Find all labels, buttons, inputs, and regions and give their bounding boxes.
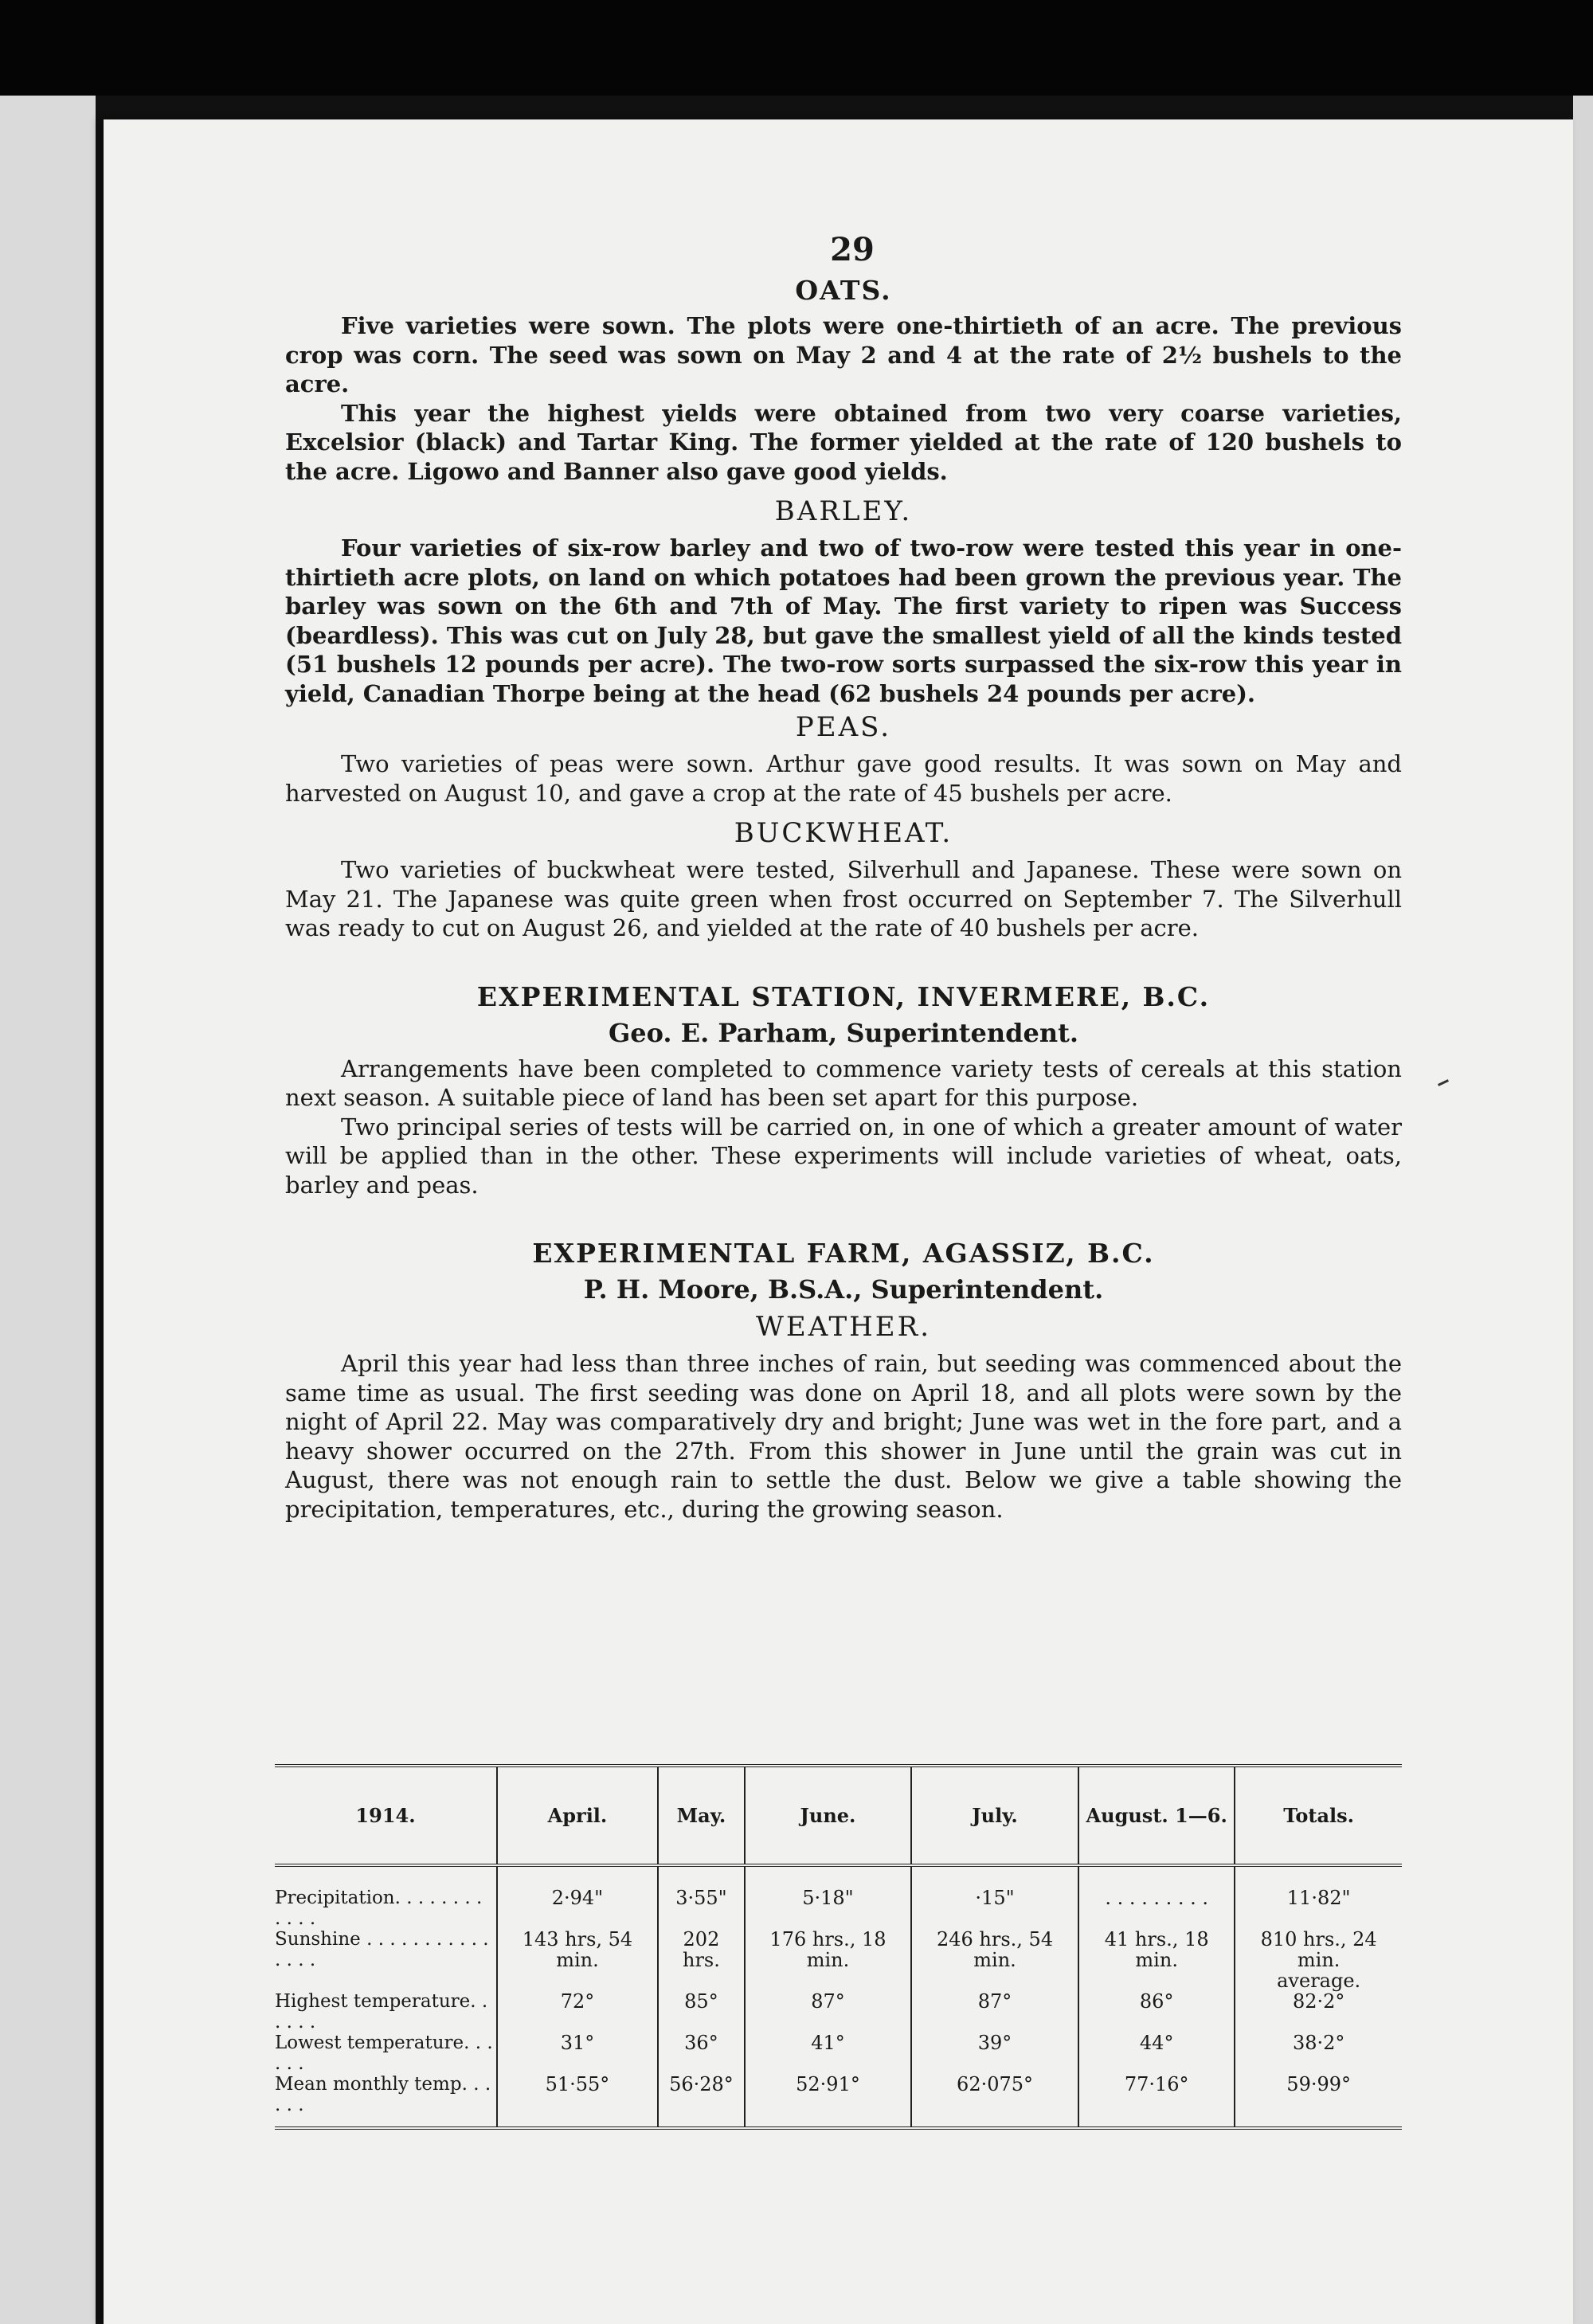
agassiz-heading: EXPERIMENTAL FARM, AGASSIZ, B.C. <box>532 1238 1155 1269</box>
table-cell: 36° <box>658 2033 745 2074</box>
row-label: Sunshine . . . . . . . . . . . . . . . <box>275 1929 489 1970</box>
table-cell: 87° <box>911 1991 1078 2033</box>
invermere-paragraph-1: Arrangements have been completed to commence variety tests of cereals at this station next season. A suitable piece of land has been set apart for this purpose. <box>285 1054 1402 1111</box>
table-cell: 176 hrs., 18 min. <box>745 1929 911 1970</box>
row-label: Lowest temperature. . . . . . <box>275 2033 493 2074</box>
table-row <box>275 1991 1402 2033</box>
table-header-april: April. <box>497 1766 658 1865</box>
row-label: Highest temperature. . . . . . <box>275 1991 488 2033</box>
invermere-heading: EXPERIMENTAL STATION, INVERMERE, B.C. <box>476 980 1211 1012</box>
page-content <box>285 275 1402 1524</box>
table-cell <box>1078 1970 1235 1991</box>
table-cell: 85° <box>658 1991 745 2033</box>
table-cell: 202 hrs. <box>658 1929 745 1970</box>
table-cell: 41 hrs., 18 min. <box>1078 1929 1235 1970</box>
table-cell: ·15" <box>911 1865 1078 1929</box>
table-cell <box>911 1970 1078 1991</box>
peas-paragraph: Two varieties of peas were sown. Arthur gave good results. It was sown on May and harvested on August 10, and gave a crop at the rate of 45 bushels per acre. <box>285 750 1402 807</box>
barley-heading: BARLEY. <box>774 495 913 527</box>
table-cell: . . . . . . . . . <box>1078 1865 1235 1929</box>
table-cell: 51·55° <box>497 2074 658 2128</box>
row-label: Mean monthly temp. . . . . . <box>275 2074 491 2115</box>
table-header-june: June. <box>745 1766 911 1865</box>
table-cell: 38·2° <box>1235 2033 1402 2074</box>
table-cell: 810 hrs., 24 min. <box>1235 1929 1402 1970</box>
table-cell: 39° <box>911 2033 1078 2074</box>
table-cell: 143 hrs, 54 min. <box>497 1929 658 1970</box>
table-cell: 44° <box>1078 2033 1235 2074</box>
table-row <box>275 1865 1402 1929</box>
buckwheat-heading: BUCKWHEAT. <box>734 817 953 849</box>
table-cell: average. <box>1235 1970 1402 1991</box>
oats-paragraph-2: This year the highest yields were obtained from two very coarse varieties, Excelsior (black) and Tartar King. The former yielded at the rate of 120 bushels to the acre. Ligowo and Banner also gave good yields. <box>285 399 1402 485</box>
barley-paragraph: Four varieties of six-row barley and two of two-row were tested this year in one-thirtieth acre plots, on land on which potatoes had been grown the previous year. The barley was sown on the 6th and 7th of May. The first variety to ripen was Success (beardless). This was cut on July 28, but gave the smallest yield of all the kinds tested (51 bushels 12 pounds per acre). The two-row sorts surpassed the six-row this year in yield, Canadian Thorpe being at the head (62 bushels 24 pounds per acre). <box>285 534 1402 707</box>
page-number: 29 <box>830 231 875 268</box>
table-cell: 77·16° <box>1078 2074 1235 2128</box>
table-cell: 86° <box>1078 1991 1235 2033</box>
scan-speck <box>1438 1079 1449 1086</box>
table-row <box>275 2033 1402 2074</box>
table-row <box>275 2074 1402 2128</box>
buckwheat-paragraph: Two varieties of buckwheat were tested, Silverhull and Japanese. These were sown on May 21. The Japanese was quite green when frost occurred on September 7. The Silverhull was ready to cut on August 26, and yielded at the rate of 40 bushels per acre. <box>285 856 1402 941</box>
agassiz-superintendent: P. H. Moore, B.S.A., Superintendent. <box>583 1274 1104 1305</box>
table-cell: 62·075° <box>911 2074 1078 2128</box>
table-header-year: 1914. <box>355 1804 416 1827</box>
table-cell: 59·99° <box>1235 2074 1402 2128</box>
table-cell: 82·2° <box>1235 1991 1402 2033</box>
row-label: Precipitation. . . . . . . . . . . . <box>275 1888 483 1929</box>
table-header-may: May. <box>658 1766 745 1865</box>
table-header-august: August. 1—6. <box>1078 1766 1235 1865</box>
weather-heading: WEATHER. <box>755 1311 931 1343</box>
table-cell: 87° <box>745 1991 911 2033</box>
table-header-totals: Totals. <box>1235 1766 1402 1865</box>
oats-paragraph-1: Five varieties were sown. The plots were one-thirtieth of an acre. The previous crop was corn. The seed was sown on May 2 and 4 at the rate of 2½ bushels to the acre. <box>285 312 1402 397</box>
weather-table-container <box>275 1764 1402 2130</box>
table-cell: 72° <box>497 1991 658 2033</box>
peas-heading: PEAS. <box>795 711 892 743</box>
table-cell: 5·18" <box>745 1865 911 1929</box>
table-cell: 2·94" <box>497 1865 658 1929</box>
weather-table <box>275 1764 1402 2130</box>
table-cell: 31° <box>497 2033 658 2074</box>
table-header-july: July. <box>911 1766 1078 1865</box>
table-cell: 41° <box>745 2033 911 2074</box>
table-cell: 11·82" <box>1235 1865 1402 1929</box>
table-cell: 56·28° <box>658 2074 745 2128</box>
table-cell: 3·55" <box>658 1865 745 1929</box>
table-row <box>275 1929 1402 1970</box>
previous-page-edge <box>0 96 96 2324</box>
table-row <box>275 1970 1402 1991</box>
table-cell: 246 hrs., 54 min. <box>911 1929 1078 1970</box>
next-page-edge <box>1573 96 1593 2324</box>
scanner-top-border <box>0 0 1593 96</box>
table-header-row <box>275 1766 1402 1865</box>
oats-heading: OATS. <box>795 275 892 306</box>
table-cell: 52·91° <box>745 2074 911 2128</box>
table-cell <box>658 1970 745 1991</box>
table-cell <box>745 1970 911 1991</box>
invermere-superintendent: Geo. E. Parham, Superintendent. <box>608 1017 1079 1048</box>
weather-paragraph: April this year had less than three inches of rain, but seeding was commenced about the same time as usual. The first seeding was done on April 18, and all plots were sown by the night of April 22. May was comparatively dry and bright; June was wet in the fore part, and a heavy shower occurred on the 27th. From this shower in June until the grain was cut in August, there was not enough rain to settle the dust. Below we give a table showing the precipitation, temperatures, etc., during the growing season. <box>285 1350 1402 1523</box>
row-label <box>275 1970 497 1991</box>
invermere-paragraph-2: Two principal series of tests will be carried on, in one of which a greater amount of water will be applied than in the other. These experiments will include varieties of wheat, oats, barley and peas. <box>285 1113 1402 1199</box>
table-cell <box>497 1970 658 1991</box>
